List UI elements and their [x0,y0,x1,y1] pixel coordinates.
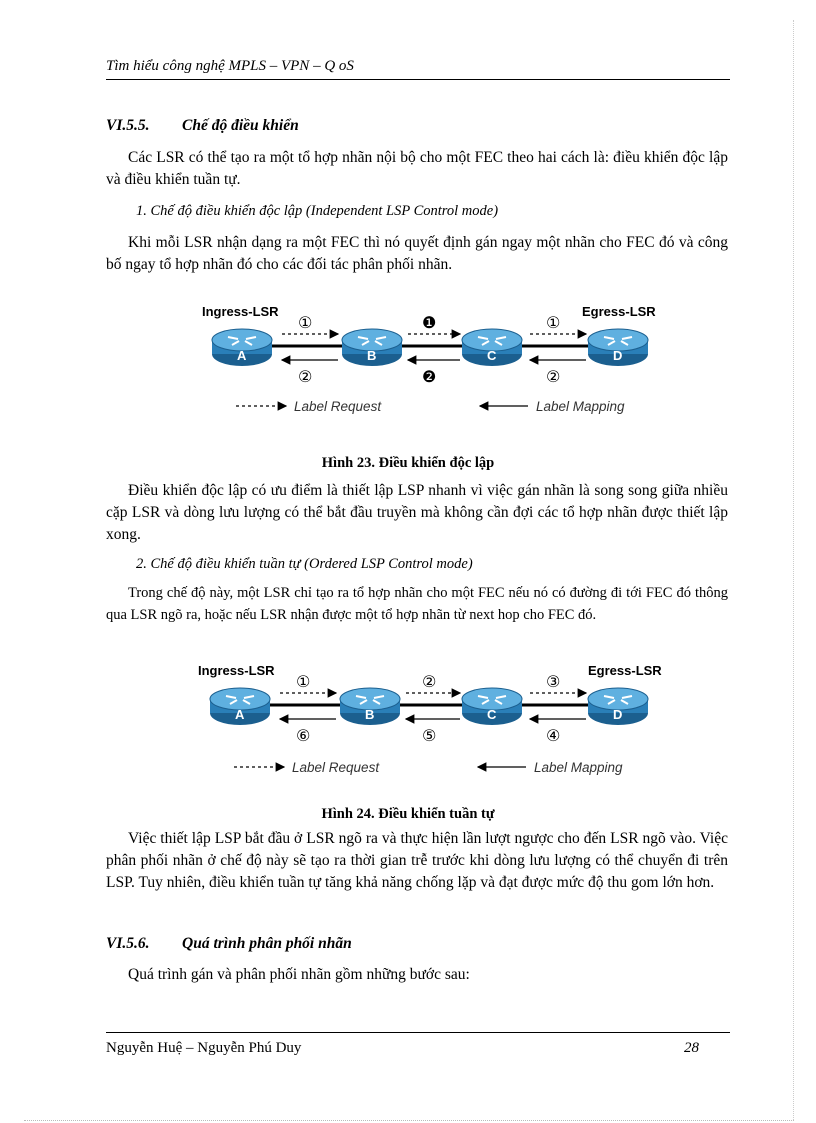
independent-advantages-paragraph: Điều khiển độc lập có ưu điểm là thiết lập LSP nhanh vì việc gán nhãn là song song giữa nhiều cặp LSR và dòng lưu lượng có thể bắt đầu truyền mà không cần đợi các tổ hợp nhãn được thiết lập xong. [106,482,728,543]
node-label-a: A [235,707,245,722]
mapping-mark-1: ⑥ [296,728,311,745]
figure-caption-24: Hình 24. Điều khiển tuần tự [321,806,495,822]
independent-paragraph: Khi mỗi LSR nhận dạng ra một FEC thì nó quyết định gán ngay một nhãn cho FEC đó và công bố ngay tổ hợp nhãn đó cho các đối tác phân phối nhãn. [106,234,728,273]
node-label-b: B [365,707,375,722]
figure-caption-23: Hình 23. Điều khiển độc lập [321,455,495,471]
intro-paragraph: Các LSR có thể tạo ra một tổ hợp nhãn nội bộ cho một FEC theo hai cách là: điều khiển độc lập và điều khiển tuần tự. [106,149,728,188]
figure-independent-control [190,296,670,436]
request-mark-3: ① [546,315,561,332]
page-edge-right [793,20,794,1120]
section-title: Chế độ điều khiển [182,117,299,134]
section-heading-656 [106,935,352,953]
section-title: Quá trình phân phối nhãn [182,935,352,952]
page-edge-bottom [24,1120,794,1121]
header-rule [106,79,730,80]
legend-request-label: Label Request [292,760,380,775]
subheading-ordered: 2. Chế độ điều khiển tuần tự (Ordered LSP Control mode) [136,556,473,572]
diagram-svg [190,655,670,785]
section-heading-655 [106,117,299,135]
mapping-mark-1: ② [298,369,313,386]
subheading-independent: 1. Chế độ điều khiển độc lập (Independent LSP Control mode) [136,203,499,219]
ordered-paragraph: Trong chế độ này, một LSR chỉ tạo ra tổ hợp nhãn cho một FEC nếu nó có đường đi tới FEC đó thông qua LSR ngõ ra, hoặc nếu LSR nhận được một tổ hợp nhãn từ next hop cho FEC đó. [106,585,728,623]
mapping-mark-2: ❷ [422,369,437,386]
request-mark-2: ❶ [422,315,437,332]
node-label-c: C [487,707,497,722]
node-label-b: B [367,348,377,363]
running-header: Tìm hiểu công nghệ MPLS – VPN – Q oS [106,58,354,74]
page-number: 28 [684,1040,699,1056]
mapping-mark-3: ② [546,369,561,386]
egress-label: Egress-LSR [588,663,662,678]
legend-mapping-label: Label Mapping [534,760,623,775]
mapping-mark-2: ⑤ [422,728,437,745]
request-mark-2: ② [422,674,437,691]
request-mark-1: ① [296,674,311,691]
node-label-d: D [613,707,623,722]
footer-authors: Nguyễn Huệ – Nguyễn Phú Duy [106,1040,302,1056]
legend-mapping-label: Label Mapping [536,399,625,414]
node-label-a: A [237,348,247,363]
node-label-c: C [487,348,497,363]
diagram-svg [190,296,670,426]
figure-ordered-control [190,655,670,795]
section-number: VI.5.6. [106,935,150,952]
mapping-mark-3: ④ [546,728,561,745]
legend-request-label: Label Request [294,399,382,414]
section-number: VI.5.5. [106,117,150,134]
footer-rule [106,1032,730,1033]
ordered-setup-paragraph: Việc thiết lập LSP bắt đầu ở LSR ngõ ra và thực hiện lần lượt ngược cho đến LSR ngõ vào. Việc phân phối nhãn ở chế độ này sẽ tạo ra thời gian trễ trước khi dòng lưu lượng có thể chuyển đi trên LSP. Tuy nhiên, điều khiển tuần tự tăng khả năng chống lặp và đạt được mức độ thu gom lớn hơn. [106,830,728,891]
ingress-label: Ingress-LSR [202,304,279,319]
request-mark-1: ① [298,315,313,332]
node-label-d: D [613,348,623,363]
request-mark-3: ③ [546,674,561,691]
egress-label: Egress-LSR [582,304,656,319]
distribution-intro-paragraph: Quá trình gán và phân phối nhãn gồm những bước sau: [128,966,470,983]
ingress-label: Ingress-LSR [198,663,275,678]
